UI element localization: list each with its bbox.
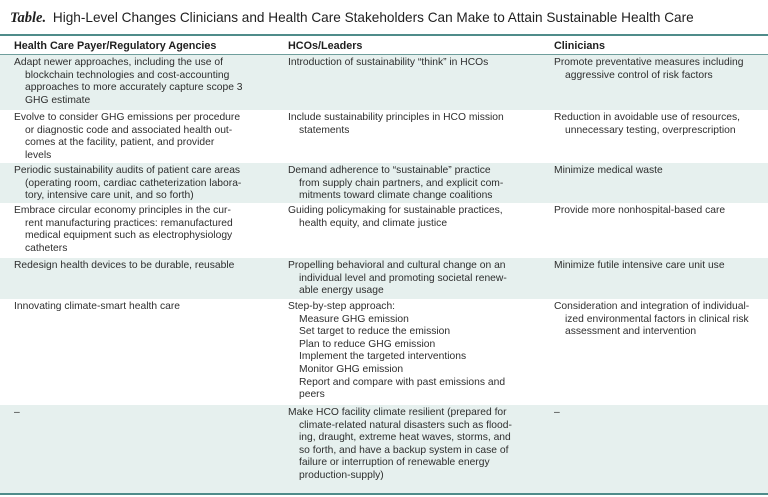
cell-line: medical equipment such as electrophysiology: [25, 230, 233, 242]
cell-line: blockchain technologies and cost-accounting: [25, 69, 230, 81]
table-row: [0, 299, 768, 405]
table-row: [0, 405, 768, 493]
cell-line: Consideration and integration of individual-: [554, 301, 750, 312]
cell-hco: [288, 301, 543, 402]
cell-line: able energy usage: [299, 285, 384, 297]
cell-line: from supply chain partners, and explicit com-: [299, 177, 504, 189]
table-caption: [10, 10, 694, 27]
cell-line: Step-by-step approach:: [288, 301, 396, 312]
column-header-clinicians: Clinicians: [554, 40, 606, 52]
table-row: [0, 163, 768, 203]
cell-line: Propelling behavioral and cultural change on an: [288, 260, 506, 271]
cell-line: Make HCO facility climate resilient (prepared for: [288, 407, 507, 418]
cell-line: or diagnostic code and associated health out-: [25, 124, 233, 136]
cell-line: –: [554, 407, 560, 418]
table-row: [0, 55, 768, 110]
cell-line: Monitor GHG emission: [299, 363, 404, 375]
cell-line: Redesign health devices to be durable, reusable: [14, 260, 235, 271]
cell-clinicians: [554, 301, 764, 339]
table-row: [0, 110, 768, 163]
cell-line: statements: [299, 124, 350, 136]
cell-line: ing, draught, extreme heat waves, storms, and: [299, 432, 511, 444]
cell-line: Minimize futile intensive care unit use: [554, 260, 725, 271]
cell-line: individual level and promoting societal renew-: [299, 272, 507, 284]
cell-line: assessment and intervention: [565, 326, 697, 338]
bottom-rule: [0, 493, 768, 495]
cell-line: Evolve to consider GHG emissions per procedure: [14, 112, 241, 123]
cell-line: Set target to reduce the emission: [299, 326, 451, 338]
column-header-hco: HCOs/Leaders: [288, 40, 363, 52]
cell-line: tory, intensive care unit, and so forth): [25, 190, 194, 202]
table-title: High-Level Changes Clinicians and Health Care Stakeholders Can Make to Attain Sustainable Health Care: [52, 10, 694, 25]
cell-clinicians: [554, 205, 764, 218]
cell-hco: [288, 112, 543, 137]
table-label: Table.: [10, 10, 47, 26]
cell-line: Guiding policymaking for sustainable practices,: [288, 205, 503, 216]
cell-clinicians: [554, 165, 764, 178]
cell-hco: [288, 407, 543, 483]
cell-line: aggressive control of risk factors: [565, 69, 713, 81]
cell-line: (operating room, cardiac catheterization labora-: [25, 177, 242, 189]
cell-payer: [14, 301, 279, 314]
cell-clinicians: [554, 260, 764, 273]
cell-line: Reduction in avoidable use of resources,: [554, 112, 741, 123]
cell-line: Implement the targeted interventions: [299, 351, 467, 363]
cell-hco: [288, 57, 543, 70]
cell-clinicians: [554, 57, 764, 82]
cell-line: ized environmental factors in clinical risk: [565, 313, 749, 325]
cell-line: Introduction of sustainability “think” in HCOs: [288, 57, 489, 68]
cell-payer: [14, 205, 279, 255]
cell-line: Measure GHG emission: [299, 313, 409, 325]
cell-line: health equity, and climate justice: [299, 217, 448, 229]
cell-line: –: [14, 407, 20, 418]
cell-line: GHG estimate: [25, 94, 91, 106]
cell-line: Innovating climate-smart health care: [14, 301, 180, 312]
cell-hco: [288, 205, 543, 230]
cell-line: Adapt newer approaches, including the use of: [14, 57, 223, 68]
cell-line: Include sustainability principles in HCO mission: [288, 112, 504, 123]
cell-clinicians: [554, 407, 764, 420]
cell-line: unnecessary testing, overprescription: [565, 124, 736, 136]
cell-line: approaches to more accurately capture scope 3: [25, 82, 243, 94]
cell-line: mitments toward climate change coalitions: [299, 190, 493, 202]
cell-line: levels: [25, 149, 52, 161]
table-row: [0, 258, 768, 299]
cell-line: production-supply): [299, 469, 384, 481]
cell-line: rent manufacturing practices: remanufactured: [25, 217, 233, 229]
cell-payer: [14, 112, 279, 162]
cell-payer: [14, 57, 279, 107]
cell-line: peers: [299, 389, 325, 401]
cell-line: failure or interruption of renewable energy: [299, 457, 490, 469]
cell-payer: [14, 407, 279, 420]
cell-line: Periodic sustainability audits of patient care areas: [14, 165, 241, 176]
cell-hco: [288, 260, 543, 298]
cell-line: comes at the facility, patient, and provider: [25, 137, 215, 149]
cell-line: Minimize medical waste: [554, 165, 663, 176]
cell-payer: [14, 260, 279, 273]
cell-line: Report and compare with past emissions and: [299, 376, 506, 388]
cell-line: catheters: [25, 242, 68, 254]
cell-hco: [288, 165, 543, 203]
cell-line: Provide more nonhospital-based care: [554, 205, 726, 216]
column-header-payer: Health Care Payer/Regulatory Agencies: [14, 40, 217, 52]
table-row: [0, 203, 768, 258]
top-rule: [0, 34, 768, 36]
cell-line: Promote preventative measures including: [554, 57, 744, 68]
cell-line: climate-related natural disasters such as flood-: [299, 419, 512, 431]
cell-line: Embrace circular economy principles in the cur-: [14, 205, 231, 216]
cell-line: so forth, and have a backup system in case of: [299, 444, 509, 456]
cell-payer: [14, 165, 279, 203]
cell-line: Plan to reduce GHG emission: [299, 338, 436, 350]
cell-clinicians: [554, 112, 764, 137]
cell-line: Demand adherence to “sustainable” practice: [288, 165, 491, 176]
